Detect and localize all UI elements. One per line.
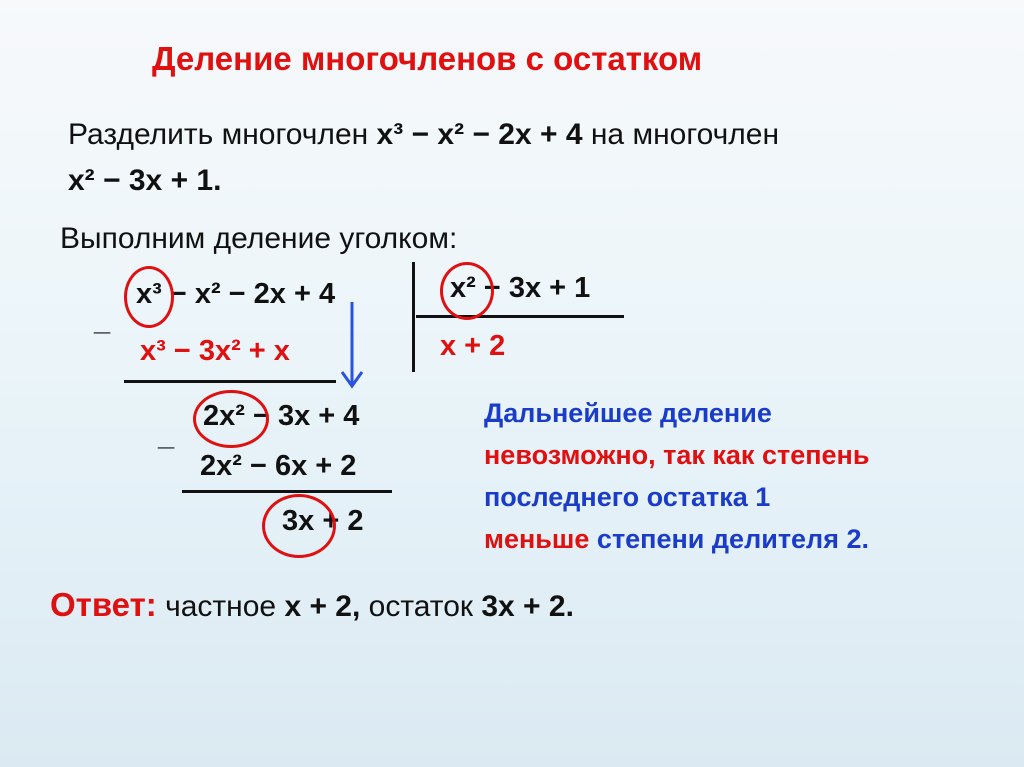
remainder-1-lead-circle	[193, 390, 269, 448]
note-line-2b: степень	[761, 440, 870, 470]
task-prefix: Разделить многочлен	[68, 118, 377, 151]
dividend-rest: − х² − 2х + 4	[161, 278, 336, 310]
subtrahend-2: 2х² − 6х + 2	[200, 450, 357, 482]
divisor-lead-circle	[440, 262, 494, 320]
division-corner-vertical	[412, 262, 415, 372]
subtraction-line-2	[182, 490, 392, 493]
divisor-rest: − 3х + 1	[475, 272, 591, 304]
task-statement	[68, 112, 779, 204]
explanation-note	[484, 392, 869, 560]
answer-quotient: х + 2,	[284, 590, 361, 623]
answer-text-1: частное	[156, 590, 285, 623]
remainder-1-rest: − 3х + 4	[244, 400, 360, 432]
answer-remainder: 3х + 2.	[481, 590, 574, 623]
answer-text-2: остаток	[360, 590, 482, 623]
note-line-4b: степени делителя 2.	[589, 524, 869, 554]
quotient: х + 2	[440, 330, 506, 362]
dividend-lead-circle	[124, 266, 174, 328]
answer-line	[50, 586, 574, 624]
answer-label: Ответ:	[50, 586, 157, 623]
task-dividend: х³ − х² − 2х + 4	[376, 118, 583, 151]
minus-sign-2: _	[158, 420, 175, 452]
dividend-lead-term: х³	[136, 278, 162, 310]
divisor-lead-term: х²	[450, 272, 476, 304]
note-line-3: последнего остатка 1	[484, 482, 771, 512]
task-divisor: х² − 3х + 1.	[68, 164, 222, 197]
bring-down-arrow-icon	[338, 300, 366, 392]
note-line-2a: невозможно, так как	[484, 440, 762, 470]
note-line-4a: меньше	[484, 524, 590, 554]
note-line-1: Дальнейшее деление	[484, 398, 772, 428]
remainder-2-rest: + 2	[314, 505, 364, 537]
remainder-1-lead-term: 2х²	[203, 400, 245, 432]
subtrahend-1: х³ − 3х² + х	[140, 335, 290, 367]
remainder-2-lead-term: 3х	[282, 505, 315, 537]
division-corner-horizontal	[416, 315, 624, 318]
task-middle: на многочлен	[582, 118, 780, 151]
subtraction-line-1	[124, 380, 336, 383]
slide-title: Деление многочленов с остатком	[152, 40, 703, 77]
minus-sign-1: _	[94, 305, 111, 337]
remainder-2-lead-circle	[262, 494, 336, 558]
method-text: Выполним деление уголком:	[60, 222, 458, 255]
